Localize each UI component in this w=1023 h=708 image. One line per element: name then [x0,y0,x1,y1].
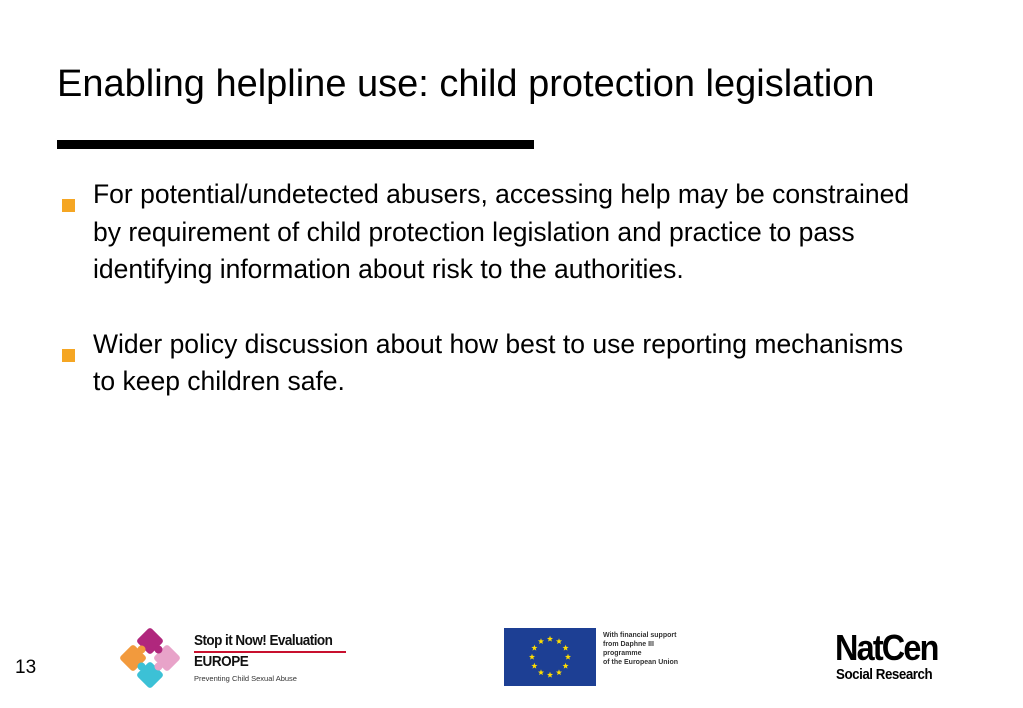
eu-flag-icon [504,628,596,686]
page-number: 13 [15,657,37,678]
slide-title: Enabling helpline use: child protection legislation [57,63,875,106]
square-bullet-icon [62,335,75,348]
stopitnow-title: Stop it Now! Evaluation [194,632,333,649]
bullet-item [60,326,920,401]
bullet-list [60,176,920,438]
eu-funding-text [603,631,694,667]
eu-funding-logo [504,628,694,688]
bullet-item [60,176,920,289]
title-underline [57,140,534,149]
stopitnow-region: EUROPE [194,653,249,670]
eu-text-line: of the European Union [603,659,679,666]
stopitnow-logo [114,625,354,691]
natcen-subtitle: Social Research [836,667,933,683]
eu-text-line: from Daphne III programme [603,641,654,657]
bullet-text: Wider policy discussion about how best to use reporting mechanisms to keep children safe. [93,328,904,396]
eu-text-line: With financial support [603,632,677,639]
puzzle-logo-icon [114,625,186,691]
natcen-logo [835,627,960,690]
bullet-text: For potential/undetected abusers, accessing help may be constrained by requirement of child protection legislation and practice to pass identifying information about risk to the authorities. [93,179,910,284]
natcen-name: NatCen [835,627,938,668]
square-bullet-icon [62,185,75,198]
stopitnow-tagline: Preventing Child Sexual Abuse [194,674,297,683]
